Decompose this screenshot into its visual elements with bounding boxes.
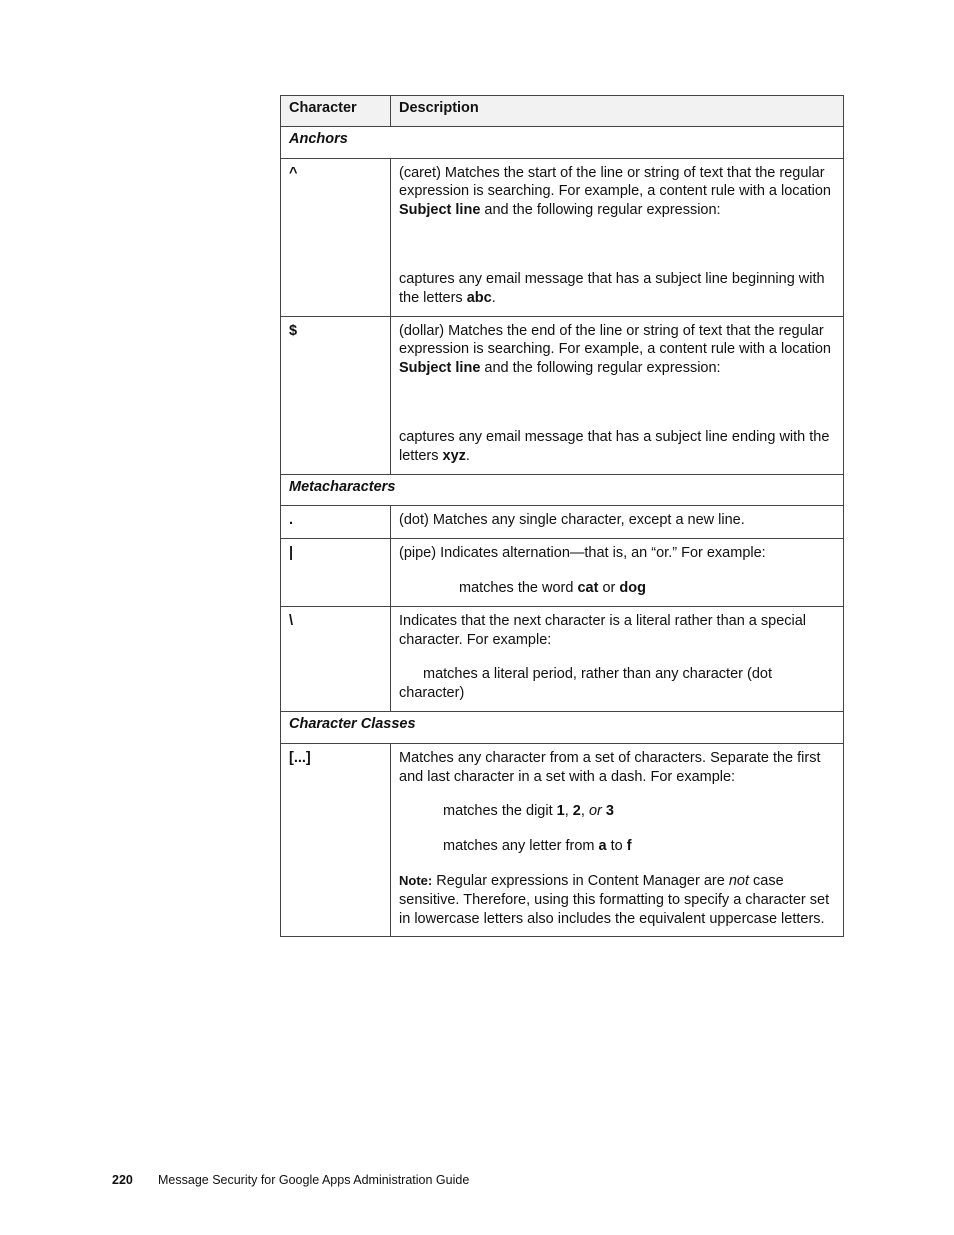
note-label: Note: [399,872,433,888]
description-paragraph: matches a literal period, rather than any character (dot character) [399,666,772,702]
char-cell: . [289,512,294,529]
description-paragraph: Matches any character from a set of characters. Separate the first and last character in a set with a dash. For example: [399,749,821,785]
table-row-backslash [281,606,844,711]
description-paragraph: matches the digit 1, 2, or 3 [443,803,614,820]
page-number: 220 [112,1173,133,1187]
regex-reference-table [280,95,844,937]
section-title: Character Classes [289,715,416,732]
table-row-caret [281,158,844,316]
description-paragraph: captures any email message that has a subject line beginning with the letters abc. [399,270,825,306]
description-paragraph: (pipe) Indicates alternation—that is, an “or.” For example: [399,545,766,562]
section-anchors [281,126,844,158]
char-cell: ^ [289,164,298,181]
section-title: Metacharacters [289,478,396,495]
table-row-dot [281,506,844,539]
header-description: Description [391,96,844,127]
section-title: Anchors [289,130,348,147]
header-character: Character [281,96,391,127]
description-cell [391,539,843,606]
header-row [281,96,844,127]
description-paragraph: matches the word cat or dog [459,579,646,596]
description-paragraph: (dot) Matches any single character, except a new line. [399,512,745,529]
char-cell: $ [289,322,298,339]
description-paragraph: (dollar) Matches the end of the line or string of text that the regular expression is searching. For example, a content rule with a location Subject line and the following regular expression: [399,322,831,377]
document-title: Message Security for Google Apps Administration Guide [158,1173,470,1187]
note-paragraph: Note: Regular expressions in Content Manager are not case sensitive. Therefore, using this formatting to specify a character set in lowercase letters also includes the equivalent uppercase letters. [399,872,830,927]
char-cell: | [289,545,294,562]
char-cell: \ [289,612,294,629]
description-cell [391,607,843,711]
description-paragraph: matches any letter from a to f [443,838,632,855]
description-cell [391,506,843,538]
description-paragraph: Indicates that the next character is a literal rather than a special character. For example: [399,612,807,648]
char-cell: [...] [289,749,311,766]
description-paragraph: captures any email message that has a subject line ending with the letters xyz. [399,428,830,464]
description-cell [391,159,843,316]
page-footer [112,1173,469,1187]
table-row-dollar [281,316,844,474]
description-paragraph: (caret) Matches the start of the line or string of text that the regular expression is searching. For example, a content rule with a location Subject line and the following regular expression: [399,164,831,219]
table-row-brackets [281,743,844,937]
section-character-classes [281,711,844,743]
section-metacharacters [281,474,844,506]
description-cell [391,317,843,474]
description-cell [391,744,843,937]
table-row-pipe [281,539,844,607]
